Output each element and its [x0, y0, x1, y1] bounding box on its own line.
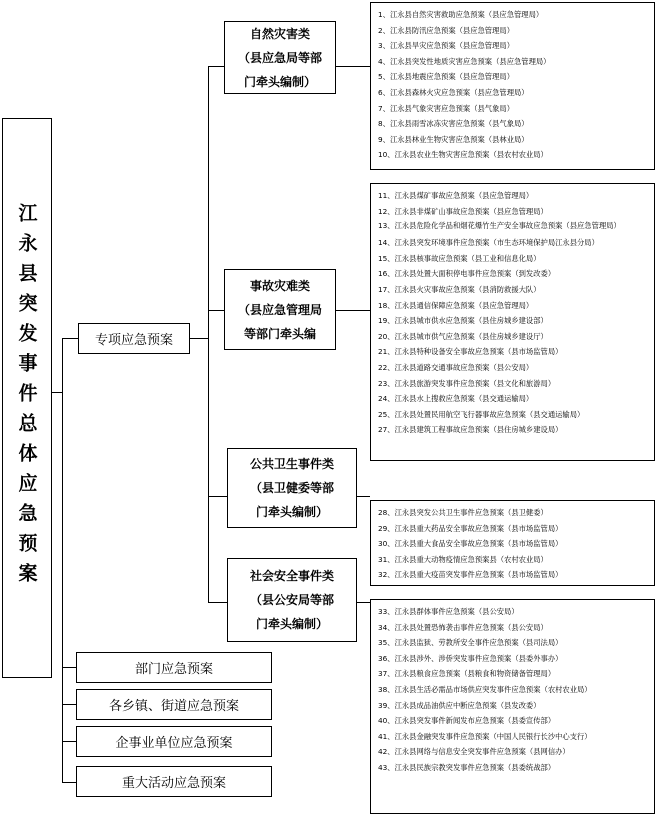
plan-list-natural-disasters: [370, 2, 655, 170]
plan-list-item: 4、江永县突发性地质灾害应急预案（县应急管理局）: [378, 56, 551, 66]
category-public-health-title: 公共卫生事件类: [249, 457, 334, 471]
category-public-health: [227, 448, 357, 528]
branch-township-plans: [76, 689, 272, 720]
plan-list-item: 21、江永县特种设备安全事故应急预案（县市场监管局）: [378, 347, 563, 357]
connector-category-social: [208, 602, 227, 603]
plan-list-item: 19、江永县城市供水应急预案（县住房城乡建设部）: [378, 316, 548, 326]
category-social-security-org-line: （县公安局等部: [249, 593, 334, 607]
connector-special-trunk: [190, 338, 208, 339]
connector-category-accident: [208, 310, 224, 311]
plan-list-item: 38、江永县生活必需品市场供应突发事件应急预案（农村农业局）: [378, 684, 592, 694]
branch-department-plans-label: 部门应急预案: [134, 662, 213, 677]
plan-list-item: 34、江永县处置恐怖袭击事件应急预案（县公安局）: [378, 622, 548, 632]
category-social-security: [227, 558, 357, 642]
plan-list-item: 36、江永县涉外、涉侨突发事件应急预案（县委外事办）: [378, 653, 563, 663]
plan-list-public-health: [370, 500, 655, 586]
branch-major-event-plans-label: 重大活动应急预案: [121, 776, 226, 791]
connector-list-health: [357, 496, 370, 497]
branch-enterprise-plans: [76, 726, 272, 757]
plan-list-item: 33、江永县群体事件应急预案（县公安局）: [378, 607, 519, 616]
category-accidents: [224, 269, 336, 350]
branch-department-plans: [76, 652, 272, 683]
plan-list-item: 15、江永县核事故应急预案（县工业和信息化局）: [378, 253, 541, 263]
plan-list-accidents: [370, 183, 655, 461]
plan-list-item: 6、江永县森林火灾应急预案（县应急管理局）: [378, 87, 529, 97]
plan-list-item: 41、江永县金融突发事件应急预案（中国人民银行长沙中心支行）: [378, 731, 592, 741]
plan-list-item: 11、江永县煤矿事故应急预案（县应急管理局）: [378, 191, 534, 200]
connector-root-trunk: [52, 392, 62, 393]
plan-list-item: 7、江永县气象灾害应急预案（县气象局）: [378, 103, 514, 113]
connector-enterprise: [62, 741, 76, 742]
plan-list-item: 32、江永县重大疫苗突发事件应急预案（县市场监管局）: [378, 570, 563, 580]
plan-list-item: 3、江永县旱灾应急预案（县应急管理局）: [378, 41, 514, 51]
category-accidents-org-line: 等部门牵头编: [243, 326, 316, 341]
branch-special-plans: [78, 323, 190, 354]
plan-list-item: 10、江永县农业生物灾害应急预案（县农村农业局）: [378, 150, 548, 160]
plan-list-item: 18、江永县通信保障应急预案（县应急管理局）: [378, 300, 534, 310]
category-natural-disasters: [224, 21, 336, 94]
plan-list-item: 14、江永县突发环境事件应急预案（市生态环境保护局江永县分局）: [378, 238, 599, 248]
plan-list-item: 22、江永县道路交通事故应急预案（县公安局）: [378, 362, 534, 372]
plan-list-item: 24、江永县水上搜救应急预案（县交通运输局）: [378, 394, 534, 404]
connector-townships: [62, 704, 76, 705]
plan-list-item: 40、江永县突发事件新闻发布应急预案（县委宣传部）: [378, 716, 556, 726]
root-box: [2, 118, 52, 678]
category-social-security-org-line: 门牵头编制）: [255, 617, 328, 631]
category-natural-disasters-org-line: （县应急局等部: [237, 50, 322, 65]
plan-list-item: 29、江永县重大药品安全事故应急预案（县市场监管局）: [378, 523, 563, 533]
plan-list-item: 35、江永县监狱、劳教所安全事件应急预案（县司法局）: [378, 638, 563, 648]
category-accidents-org-line: （县应急管理局: [237, 302, 322, 317]
plan-list-item: 30、江永县重大食品安全事故应急预案（县市场监管局）: [378, 539, 563, 549]
category-natural-disasters-title: 自然灾害类: [249, 26, 310, 41]
connector-list-accident: [336, 310, 370, 311]
connector-major-events: [62, 782, 76, 783]
plan-list-item: 20、江永县城市供气应急预案（县住房城乡建设厅）: [378, 331, 548, 341]
connector-special: [62, 338, 78, 339]
plan-list-item: 17、江永县火灾事故应急预案（县消防救援大队）: [378, 284, 541, 294]
plan-list-item: 23、江永县旅游突发事件应急预案（县文化和旅游局）: [378, 378, 556, 388]
category-natural-disasters-org-line: 门牵头编制）: [243, 74, 316, 89]
plan-list-item: 28、江永县突发公共卫生事件应急预案（县卫健委）: [378, 508, 548, 517]
branch-major-event-plans: [76, 766, 272, 797]
plan-list-item: 37、江永县粮食应急预案（县粮食和物资储备管理局）: [378, 669, 556, 679]
plan-list-item: 27、江永县建筑工程事故应急预案（县住房城乡建设局）: [378, 425, 563, 435]
plan-list-item: 8、江永县雨雪冰冻灾害应急预案（县气象局）: [378, 119, 529, 129]
branch-township-plans-label: 各乡镇、街道应急预案: [108, 699, 239, 714]
plan-list-item: 1、江永县自然灾害救助应急预案（县应急管理局）: [378, 10, 544, 19]
root-title: 江永县突发事件总体应急预案: [15, 203, 38, 593]
connector-list-natural: [336, 66, 370, 67]
plan-list-item: 12、江永县非煤矿山事故应急预案（县应急管理局）: [378, 206, 548, 216]
plan-list-item: 31、江永县重大动物疫情应急预案县（农村农业局）: [378, 554, 548, 564]
connector-branch-spine: [62, 338, 63, 783]
plan-list-item: 25、江永县处置民用航空飞行器事故应急预案（县交通运输局）: [378, 409, 585, 419]
plan-list-item: 16、江永县处置大面积停电事件应急预案（到发改委）: [378, 269, 556, 279]
plan-list-item: 5、江永县地震应急预案（县应急管理局）: [378, 72, 514, 82]
connector-list-social: [357, 602, 370, 603]
plan-list-item: 9、江永县林业生物灾害应急预案（县林业局）: [378, 134, 529, 144]
connector-category-spine: [208, 66, 209, 602]
plan-list-item: 13、江永县危险化学品和烟花爆竹生产安全事故应急预案（县应急管理局）: [378, 221, 621, 231]
branch-enterprise-plans-label: 企事业单位应急预案: [115, 736, 233, 751]
connector-category-natural: [208, 66, 224, 67]
plan-list-social-security: [370, 599, 655, 814]
plan-list-item: 2、江永县防汛应急预案（县应急管理局）: [378, 25, 514, 35]
category-public-health-org-line: （县卫健委等部: [249, 481, 334, 495]
connector-department: [62, 667, 76, 668]
plan-list-item: 39、江永县成品油供应中断应急预案（县发改委）: [378, 700, 541, 710]
plan-list-item: 43、江永县民族宗教突发事件应急预案（县委统战部）: [378, 762, 556, 772]
connector-category-health: [208, 496, 227, 497]
category-public-health-org-line: 门牵头编制）: [255, 505, 328, 519]
plan-list-item: 42、江永县网络与信息安全突发事件应急预案（县网信办）: [378, 747, 570, 757]
branch-special-plans-label: 专项应急预案: [94, 333, 173, 348]
category-social-security-title: 社会安全事件类: [249, 569, 334, 583]
category-accidents-title: 事故灾难类: [249, 278, 310, 293]
